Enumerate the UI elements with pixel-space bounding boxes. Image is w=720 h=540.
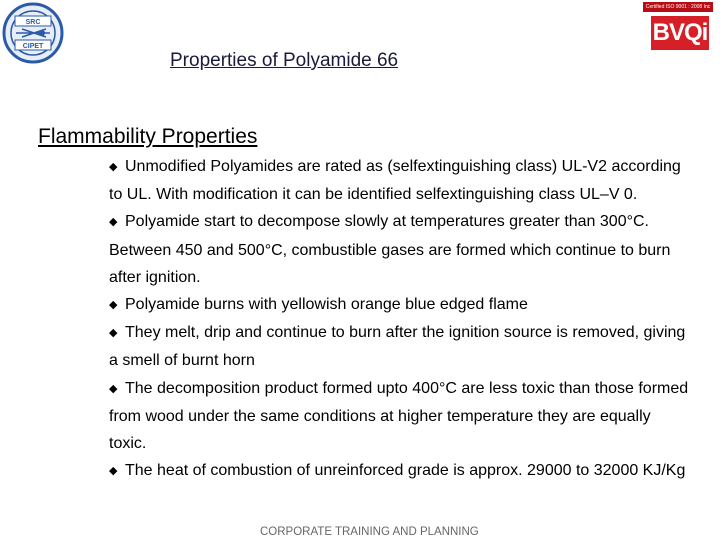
bullet-text: Polyamide burns with yellowish orange blue edged flame <box>125 296 528 314</box>
cipet-emblem-icon <box>2 2 64 64</box>
diamond-bullet-icon: ◆ <box>109 327 118 340</box>
bullet-list <box>109 153 689 485</box>
bullet-item <box>109 153 689 208</box>
certification-text: Certified ISO 9001 : 2008 Inc <box>643 2 713 12</box>
bullet-item <box>109 319 689 374</box>
bullet-item <box>109 291 689 319</box>
bullet-text: The decomposition product formed upto 400°C are less toxic than those formed from wood under the same conditions at higher temperature they are equally toxic. <box>109 379 689 453</box>
diamond-bullet-icon: ◆ <box>109 216 118 229</box>
bullet-text: Polyamide start to decompose slowly at temperatures greater than 300°C. Between 450 and 500°C, combustible gases are formed which continue to burn after ignition. <box>109 213 671 286</box>
bvqi-brand-text: BVQi <box>652 19 708 46</box>
bullet-item <box>109 457 689 485</box>
slide-title: Properties of Polyamide 66 <box>170 50 399 71</box>
logo-top-text: SRC <box>25 19 41 26</box>
bullet-text: The heat of combustion of unreinforced grade is approx. 29000 to 32000 KJ/Kg <box>125 462 686 480</box>
footer-text: CORPORATE TRAINING AND PLANNING <box>260 526 479 538</box>
logo-bottom-text: CIPET <box>22 43 44 50</box>
bvqi-brand-box <box>651 16 709 50</box>
bullet-item <box>109 375 689 458</box>
diamond-bullet-icon: ◆ <box>109 465 118 478</box>
bullet-text: Unmodified Polyamides are rated as (selfextinguishing class) UL-V2 according to UL. With modification it can be identified selfextinguishing class UL–V 0. <box>109 158 681 204</box>
diamond-bullet-icon: ◆ <box>109 382 118 395</box>
diamond-bullet-icon: ◆ <box>109 161 118 173</box>
cipet-logo <box>2 2 64 64</box>
bvqi-logo <box>643 2 713 52</box>
diamond-bullet-icon: ◆ <box>109 299 118 312</box>
section-heading: Flammability Properties <box>38 125 258 148</box>
bullet-item <box>109 208 689 291</box>
bullet-text: They melt, drip and continue to burn after the ignition source is removed, giving a smell of burnt horn <box>109 324 686 370</box>
